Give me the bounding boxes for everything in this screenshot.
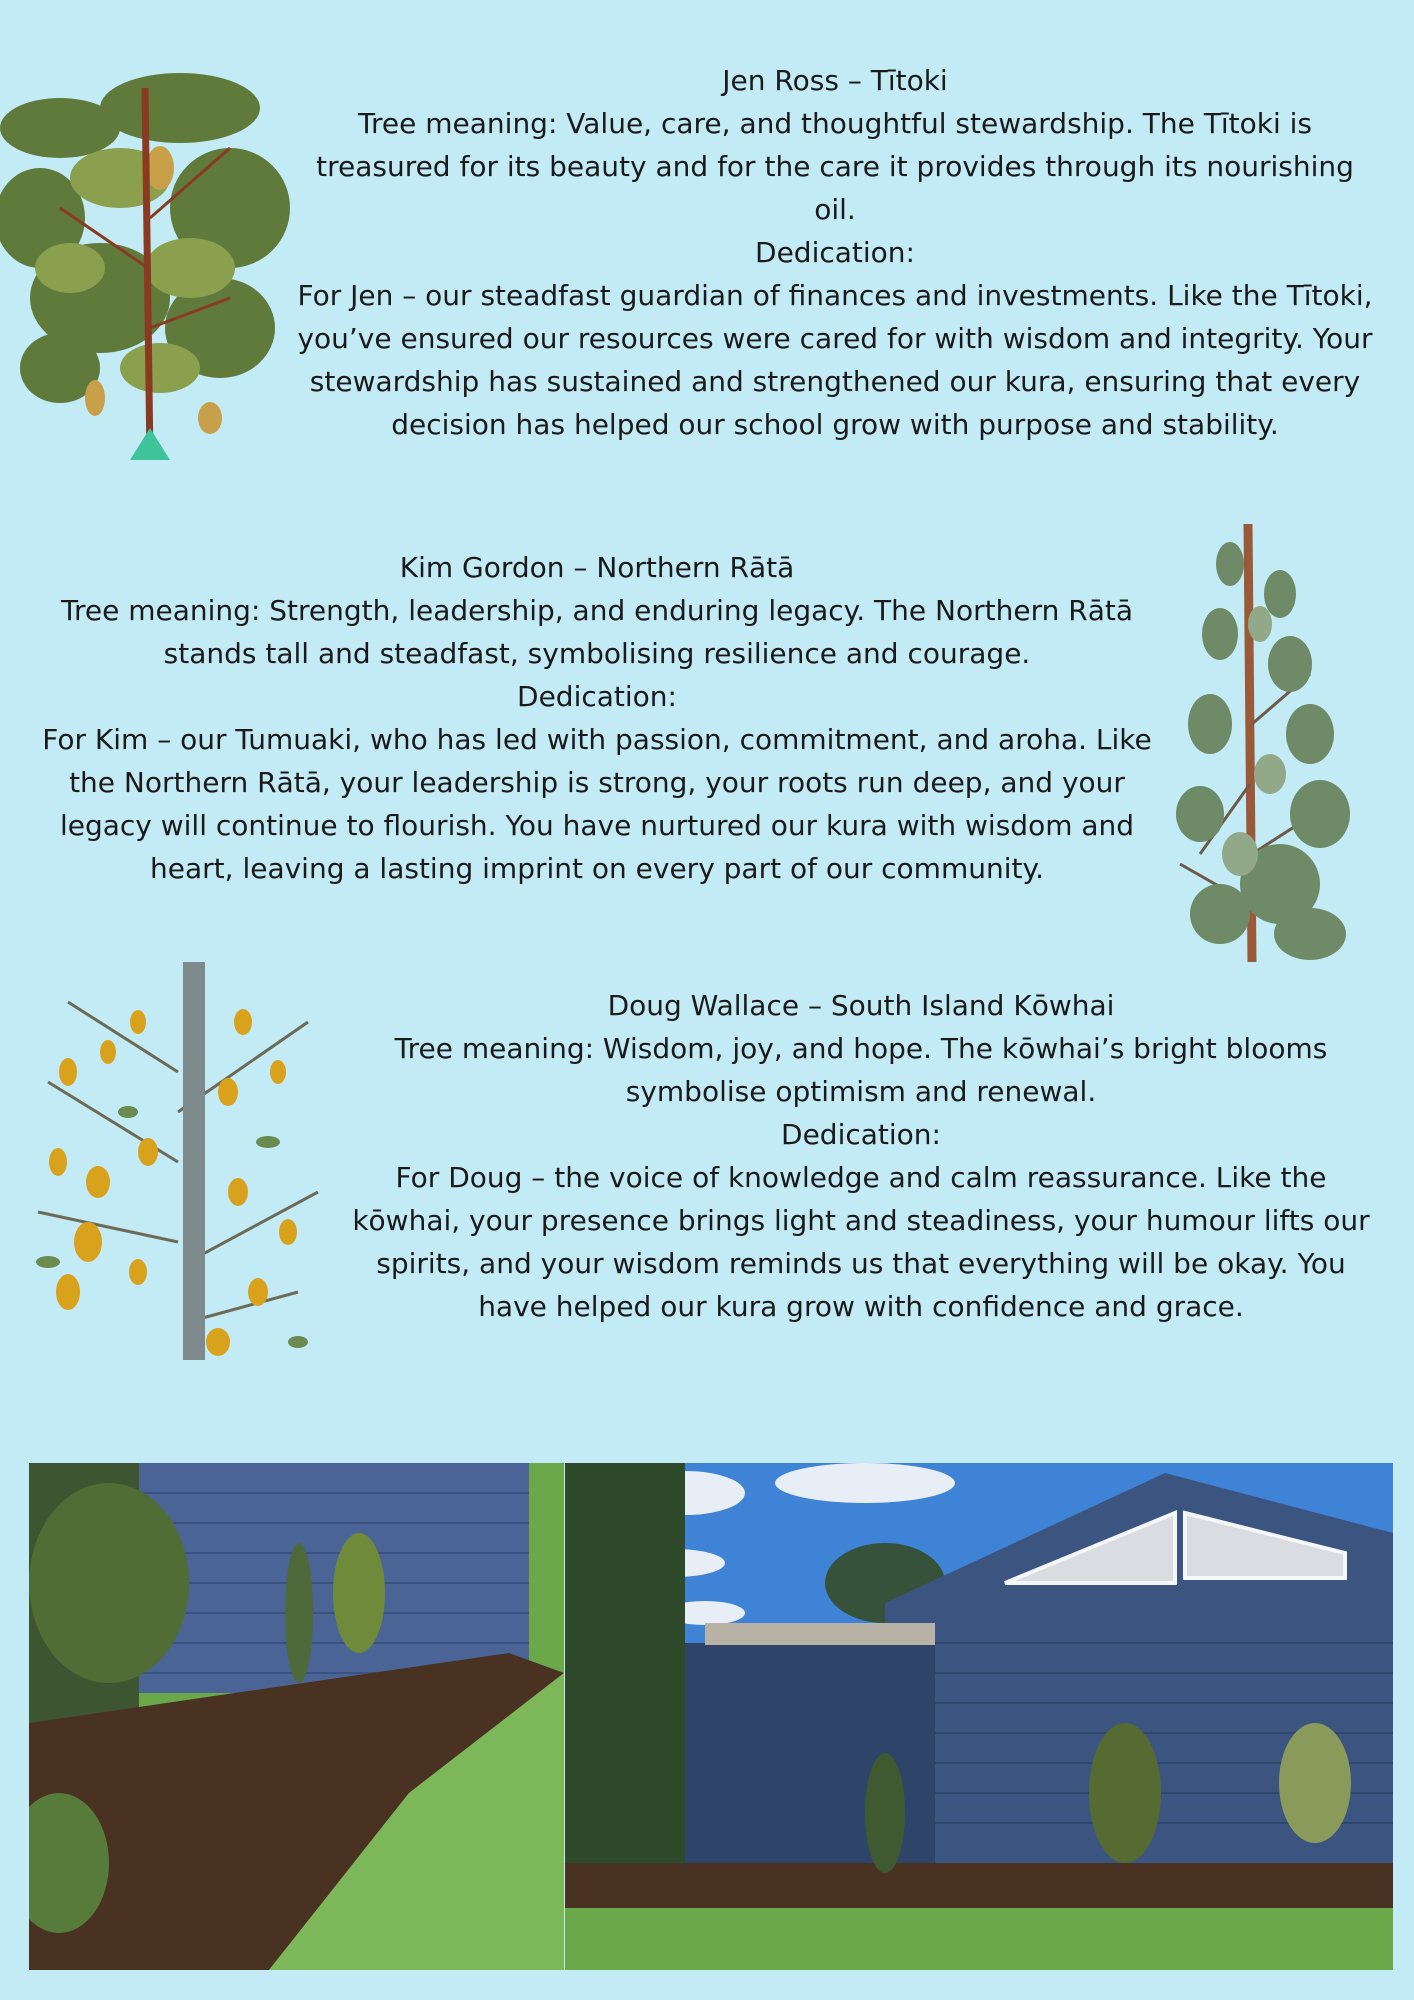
entry-dedication: For Kim – our Tumuaki, who has led with passion, commitment, and aroha. Like the Northern Rātā, your leadership is strong, your roots run deep, and your legacy will continue to flourish. You have nurtured our kura with wisdom and heart, leaving a lasting imprint on every part of our community.	[42, 723, 1152, 885]
northern-rata-photo	[1160, 524, 1370, 962]
school-building-garden-photo	[565, 1463, 1393, 1970]
entry-heading: Doug Wallace – South Island Kōwhai	[607, 989, 1115, 1022]
dedication-label: Dedication:	[781, 1118, 941, 1151]
entry-dedication: For Jen – our steadfast guardian of finances and investments. Like the Tītoki, you’ve ensured our resources were cared for with wisdom and integrity. Your stewardship has sustained and strengthened our kura, ensuring that every decision has helped our school grow with purpose and stability.	[297, 279, 1373, 441]
kowhai-tree-photo	[28, 962, 328, 1360]
dedication-label: Dedication:	[755, 236, 915, 269]
entry-meaning: Tree meaning: Value, care, and thoughtful stewardship. The Tītoki is treasured for its beauty and for the care it provides through its nourishing oil.	[316, 107, 1354, 226]
entry-meaning: Tree meaning: Wisdom, joy, and hope. The kōwhai’s bright blooms symbolise optimism and renewal.	[394, 1032, 1328, 1108]
entry-heading: Kim Gordon – Northern Rātā	[399, 551, 795, 584]
titoki-tree-photo	[0, 68, 294, 460]
dedication-label: Dedication:	[517, 680, 677, 713]
garden-bed-photo	[29, 1463, 564, 1970]
entry-heading: Jen Ross – Tītoki	[722, 64, 948, 97]
entry-jen-ross	[292, 59, 1378, 446]
entry-meaning: Tree meaning: Strength, leadership, and enduring legacy. The Northern Rātā stands tall and steadfast, symbolising resilience and courage.	[61, 594, 1133, 670]
entry-doug-wallace	[338, 984, 1384, 1328]
entry-kim-gordon	[28, 546, 1166, 890]
entry-dedication: For Doug – the voice of knowledge and calm reassurance. Like the kōwhai, your presence brings light and steadiness, your humour lifts our spirits, and your wisdom reminds us that everything will be okay. You have helped our kura grow with confidence and grace.	[352, 1161, 1370, 1323]
